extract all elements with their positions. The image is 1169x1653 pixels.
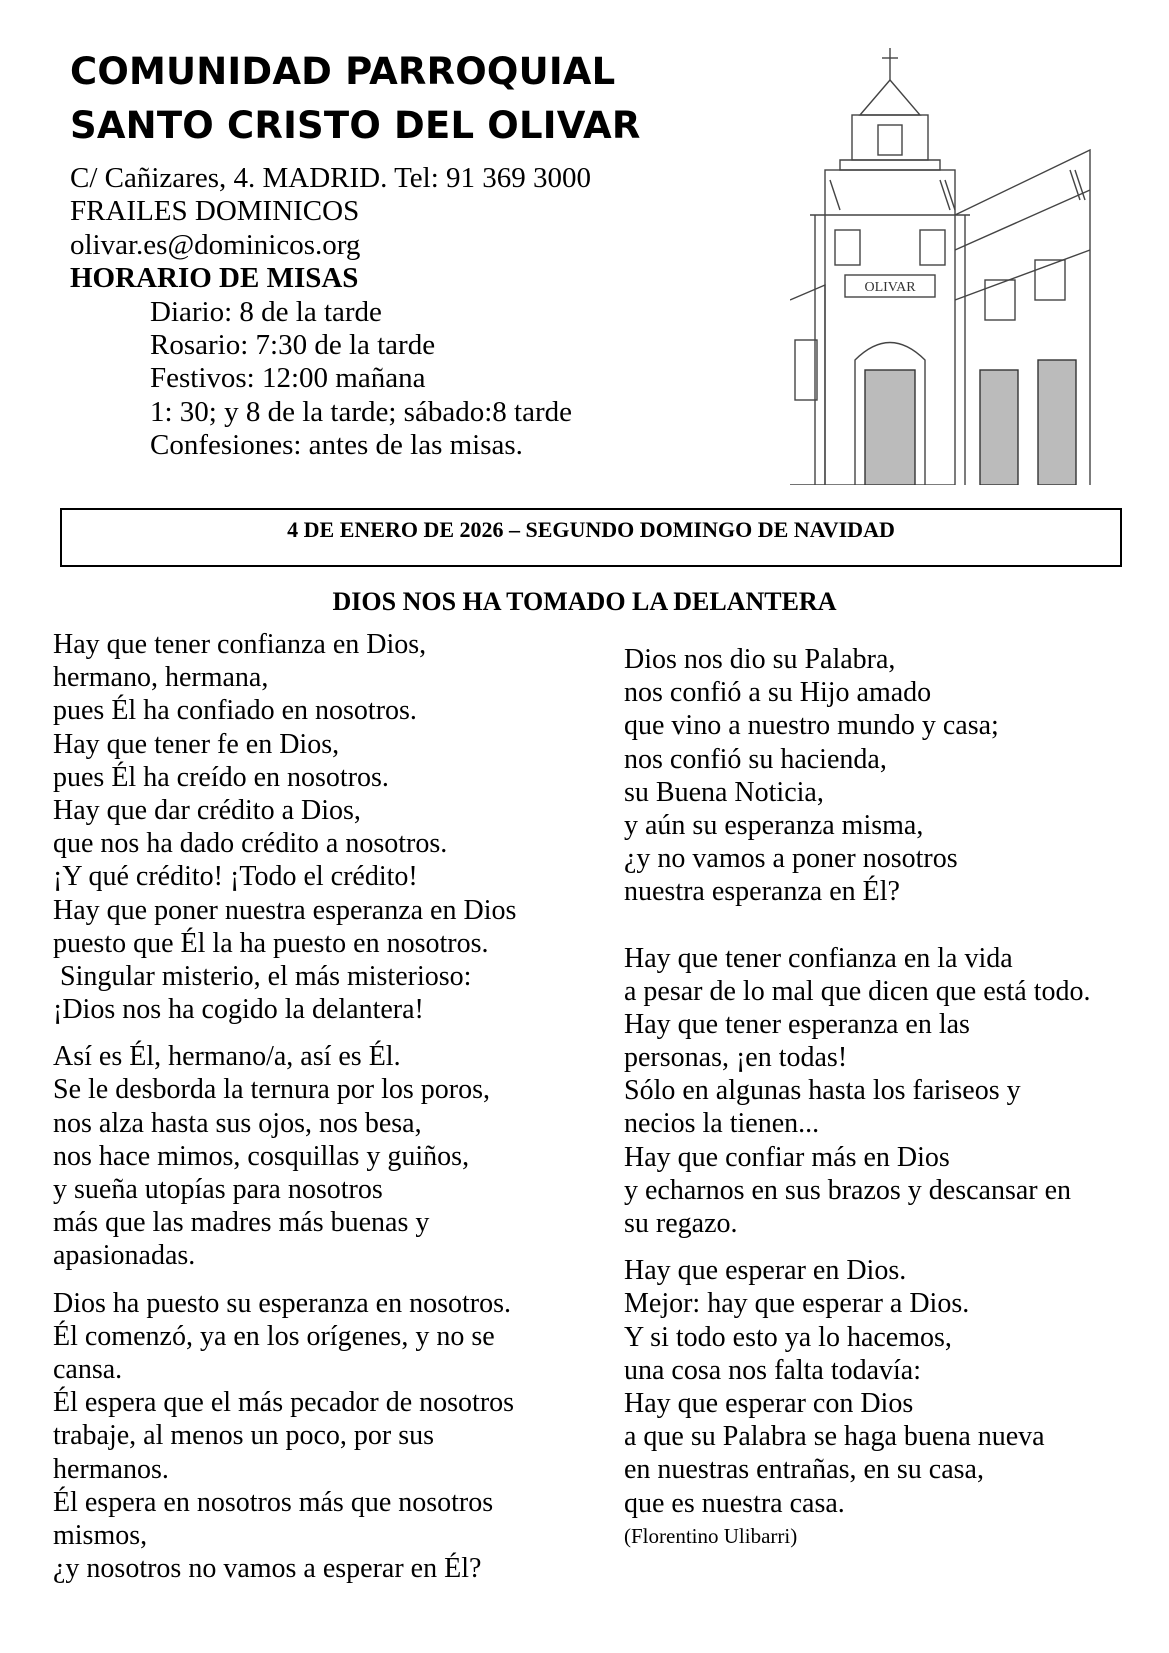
poem-line: ¡Dios nos ha cogido la delantera! xyxy=(53,994,424,1026)
poem-line: hermanos. xyxy=(53,1453,169,1485)
poem-line: cansa. xyxy=(53,1353,123,1385)
poem-line: una cosa nos falta todavía: xyxy=(624,1354,922,1386)
poem-line: ¿y nosotros no vamos a esperar en Él? xyxy=(53,1553,482,1585)
poem-line: y aún su esperanza misma, xyxy=(624,809,924,841)
poem-line: necios la tienen... xyxy=(624,1108,820,1140)
poem-line: Hay que tener fe en Dios, xyxy=(53,728,340,760)
poem-line: ¡Y qué crédito! ¡Todo el crédito! xyxy=(53,861,418,893)
parish-title-line1: COMUNIDAD PARROQUIAL xyxy=(70,50,616,93)
poem-line: hermano, hermana, xyxy=(53,662,269,694)
poem-line: Sólo en algunas hasta los fariseos y xyxy=(624,1075,1021,1107)
schedule-title: HORARIO DE MISAS xyxy=(70,262,359,294)
email-line: olivar.es@dominicos.org xyxy=(70,229,361,261)
poem-line: Y si todo esto ya lo hacemos, xyxy=(624,1321,952,1353)
poem-left-column xyxy=(53,628,516,1585)
poem-line: Dios nos dio su Palabra, xyxy=(624,644,896,675)
schedule-item: Diario: 8 de la tarde xyxy=(150,296,382,328)
poem-line: Él comenzó, ya en los orígenes, y no se xyxy=(53,1320,495,1352)
poem-line: Dios ha puesto su esperanza en nosotros. xyxy=(53,1287,512,1319)
parish-title-line2: SANTO CRISTO DEL OLIVAR xyxy=(70,104,641,147)
poem-line: más que las madres más buenas y xyxy=(53,1207,430,1239)
poem-line: Hay que confiar más en Dios xyxy=(624,1141,950,1173)
poem-author: (Florentino Ulibarri) xyxy=(624,1523,798,1548)
poem-line: apasionadas. xyxy=(53,1240,196,1272)
poem-line: Él espera en nosotros más que nosotros xyxy=(53,1486,494,1518)
schedule-item: Festivos: 12:00 mañana xyxy=(150,362,426,394)
poem-line: Hay que poner nuestra esperanza en Dios xyxy=(53,894,517,926)
poem-line: Así es Él, hermano/a, así es Él. xyxy=(53,1041,401,1073)
poem-right-column xyxy=(624,643,1091,1553)
poem-line: trabaje, al menos un poco, por sus xyxy=(53,1420,435,1452)
poem-line: nos confió su hacienda, xyxy=(624,743,887,775)
schedule-item: Rosario: 7:30 de la tarde xyxy=(150,329,436,361)
poem-line: nos hace mimos, cosquillas y guiños, xyxy=(53,1140,470,1172)
poem-line: Él espera que el más pecador de nosotros xyxy=(53,1387,515,1419)
poem-line: nuestra esperanza en Él? xyxy=(624,876,900,908)
poem-line: a pesar de lo mal que dicen que está todo. xyxy=(624,975,1091,1007)
poem-line: que es nuestra casa. xyxy=(624,1487,845,1519)
poem-line: personas, ¡en todas! xyxy=(624,1042,848,1074)
poem-line: y sueña utopías para nosotros xyxy=(53,1174,383,1205)
poem-line: su regazo. xyxy=(624,1208,738,1239)
poem-line: nos alza hasta sus ojos, nos besa, xyxy=(53,1107,422,1139)
poem-line: que vino a nuestro mundo y casa; xyxy=(624,710,999,742)
poem-line: Singular misterio, el más misterioso: xyxy=(53,960,472,992)
poem-line: en nuestras entrañas, en su casa, xyxy=(624,1454,984,1486)
poem-line: Hay que dar crédito a Dios, xyxy=(53,794,361,826)
poem-line: Mejor: hay que esperar a Dios. xyxy=(624,1288,970,1320)
poem-line: puesto que Él la ha puesto en nosotros. xyxy=(53,927,489,959)
poem-line: ¿y no vamos a poner nosotros xyxy=(624,843,958,875)
poem-line: y echarnos en sus brazos y descansar en xyxy=(624,1174,1072,1206)
order-line: FRAILES DOMINICOS xyxy=(70,195,360,227)
poem-line: pues Él ha creído en nosotros. xyxy=(53,761,389,793)
poem-line: mismos, xyxy=(53,1519,148,1551)
poem-line: a que su Palabra se haga buena nueva xyxy=(624,1421,1045,1453)
poem-line: Se le desborda la ternura por los poros, xyxy=(53,1074,490,1106)
schedule-item: Confesiones: antes de las misas. xyxy=(150,429,523,461)
poem-line: Hay que tener confianza en la vida xyxy=(624,942,1013,974)
poem-title: DIOS NOS HA TOMADO LA DELANTERA xyxy=(332,587,837,616)
poem-line: nos confió a su Hijo amado xyxy=(624,677,932,709)
church-sign-text: OLIVAR xyxy=(864,280,916,295)
poem-line: pues Él ha confiado en nosotros. xyxy=(53,695,417,727)
address-line: C/ Cañizares, 4. MADRID. Tel: 91 369 3000 xyxy=(70,162,591,194)
schedule-item: 1: 30; y 8 de la tarde; sábado:8 tarde xyxy=(150,396,572,428)
poem-line: que nos ha dado crédito a nosotros. xyxy=(53,828,448,860)
date-banner: 4 DE ENERO DE 2026 – SEGUNDO DOMINGO DE NAVIDAD xyxy=(60,508,1122,567)
poem-line: Hay que esperar con Dios xyxy=(624,1387,914,1419)
church-illustration xyxy=(790,40,1100,485)
poem-line: su Buena Noticia, xyxy=(624,776,824,808)
poem-line: Hay que esperar en Dios. xyxy=(624,1255,907,1287)
poem-line: Hay que tener esperanza en las xyxy=(624,1008,970,1040)
poem-line: Hay que tener confianza en Dios, xyxy=(53,629,427,660)
